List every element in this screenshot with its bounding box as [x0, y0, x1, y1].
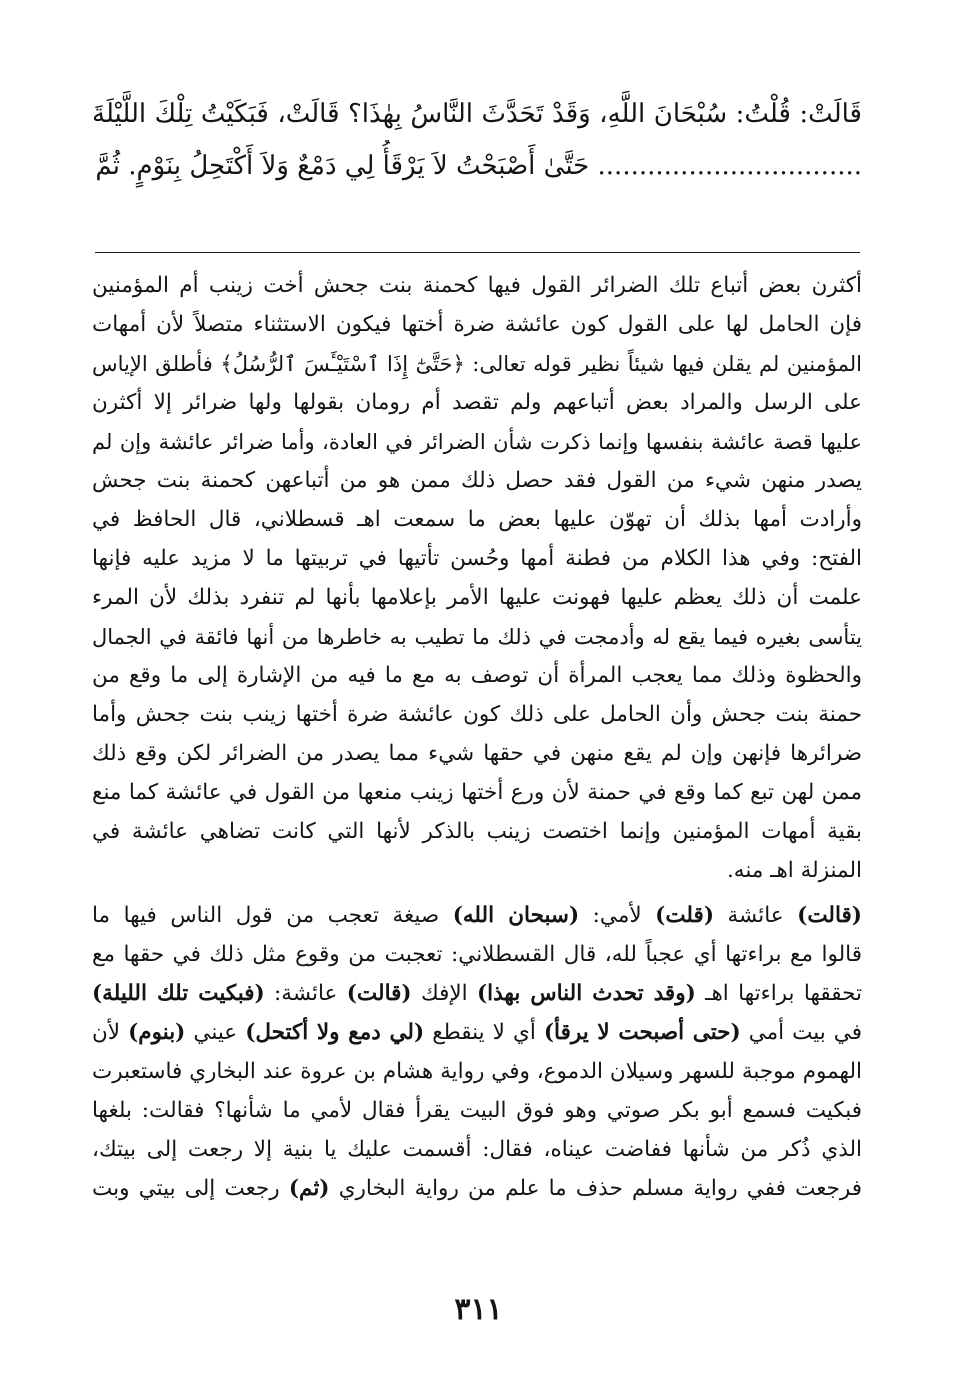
commentary-text: في بيت أمي	[740, 1020, 862, 1045]
footnote-line-11: والحظوة وذلك مما يعجب المرأة أن توصف به مع ما فيه من الإشارة إلى ما وقع من	[92, 663, 862, 688]
footnote-divider	[95, 252, 860, 253]
commentary-line-5	[92, 1053, 862, 1091]
hadith-line-2	[92, 140, 862, 192]
commentary-term: (حتى أصبحت لا يرقأ)	[543, 1020, 741, 1045]
commentary-line-4	[92, 1014, 862, 1052]
footnote-line-2: فإن الحامل لها على القول كون عائشة ضرة أختها فيكون الاستثناء متصلاً لأن أمهات	[92, 312, 862, 337]
footnote-line-5: عليها قصة عائشة بنفسها وإنما ذكرت شأن الضرائر في العادة، وأما ضرائر عائشة وإن لم	[92, 430, 862, 454]
commentary-text: فبكيت فسمع أبو بكر صوتي وهو فوق البيت يقرأ فقال لأمي ما شأنها؟ فقالت: بلغها	[92, 1098, 862, 1123]
commentary-term: (قالت)	[346, 981, 412, 1006]
footnote-line-7: وأرادت أمها بذلك أن تهوّن عليها بعض ما سمعت اهـ قسطلاني، قال الحافظ في	[92, 507, 862, 532]
footnote-line-3: المؤمنين لم يقلن فيها شيئاً نظير قوله تعالى: ﴿حَتَّىٰٓ إِذَا ٱسْتَيْـَٔسَ ٱلرُّسُلُ﴾ فأطلق الإياس	[92, 352, 862, 376]
hadith-line-1: قَالَتْ: قُلْتُ: سُبْحَانَ اللَّهِ، وَقَدْ تَحَدَّثَ النَّاسُ بِهٰذَا؟ قَالَتْ، فَبَكَيْتُ تِلْكَ اللَّيْلَةَ	[92, 99, 862, 129]
hadith-continuation-dots: ................................	[597, 151, 862, 181]
commentary-text: رجعت إلى بيتي وبت	[92, 1176, 289, 1201]
commentary-line-2	[92, 936, 862, 974]
footnote-line-9: علمت أن ذلك يعظم عليها فهونت عليها الأمر بإعلامها بأنها لم تنفرد بذلك لأن المرء	[92, 585, 862, 610]
footnote-line-12: حمنة بنت جحش وأن الحامل على ذلك كون عائشة ضرة أختها زينب بنت جحش وأما	[92, 702, 862, 727]
footnote-line-8: الفتح: وفي هذا الكلام من فطنة أمها وحُسن تأتيها في تربيتها ما لا مزيد عليه فإنها	[92, 546, 862, 571]
commentary-term: (قالت)	[797, 903, 862, 928]
commentary-text: لأن	[92, 1020, 129, 1045]
footnote-line-10: يتأسى بغيره فيما يقع له وأدمجت في ذلك ما تطيب به خاطرها من أنها فائقة في الجمال	[92, 625, 862, 649]
footnote-line-16: المنزلة اهـ منه.	[726, 858, 862, 883]
commentary-term: (قلت)	[655, 903, 714, 928]
footnote-line-6: يصدر منهن شيء من القول فقد حصل ذلك ممن هو من أتباعهن كحمنة بنت جحش	[92, 468, 862, 493]
commentary-term: (بنوم)	[128, 1020, 186, 1045]
commentary-text: عائشة:	[264, 981, 347, 1006]
page-number: ٣١١	[454, 1292, 503, 1327]
commentary-text: عائشة	[714, 903, 798, 928]
commentary-term: (وقد تحدث الناس بهذا)	[477, 981, 696, 1006]
commentary-text: لأمي:	[579, 903, 656, 928]
commentary-line-8	[92, 1170, 862, 1208]
commentary-text: الإفك	[411, 981, 477, 1006]
footnote-line-15: بقية أمهات المؤمنين وإنما اختصت زينب بالذكر لأنها التي كانت تضاهي عائشة في	[92, 819, 862, 844]
commentary-line-6	[92, 1092, 862, 1130]
commentary-text: فرجعت ففي رواية مسلم حذف ما علم من رواية البخاري	[329, 1176, 862, 1201]
commentary-text: تحققها براءتها اهـ	[695, 981, 862, 1006]
footnote-line-13: ضرائرها فإنهن وإن لم يقع منهن في حقها شيء مما يصدر من الضرائر لكن وقع ذلك	[92, 741, 862, 766]
commentary-text: أي لا ينقطع	[424, 1020, 544, 1045]
commentary-line-1	[92, 897, 862, 935]
commentary-text: عيني	[185, 1020, 246, 1045]
commentary-term: (سبحان الله)	[452, 903, 580, 928]
footnote-line-1: أكثرن بعض أتباع تلك الضرائر القول فيها كحمنة بنت جحش أخت زينب أم المؤمنين	[92, 273, 862, 298]
commentary-text: الهموم موجبة للسهر وسيلان الدموع، وفي رواية هشام بن عروة عند البخاري فاستعبرت	[92, 1059, 862, 1084]
commentary-term: (لي دمع ولا أكتحل)	[245, 1020, 425, 1045]
footnote-line-4: على الرسل والمراد بعض أتباعهم ولم تقصد أم رومان بقولها ولها ضرائر إلا أكثرن	[92, 390, 862, 415]
commentary-line-7	[92, 1131, 862, 1169]
footnote-line-14: ممن لهن تبع كما وقع في حمنة لأن ورع أختها زينب منعها من القول في عائشة كما منع	[92, 780, 862, 805]
commentary-text: قالوا مع براءتها أي عجباً لله، قال القسطلاني: تعجبت من وقوع مثل ذلك في حقها مع	[92, 942, 862, 967]
commentary-term: (ثم)	[288, 1176, 330, 1201]
commentary-line-3	[92, 975, 862, 1013]
commentary-text: الذي ذُكر من شأنها ففاضت عيناه، فقال: أقسمت عليك يا بنية إلا رجعت إلى بيتك،	[92, 1137, 862, 1162]
commentary-term: (فبكيت تلك الليلة)	[92, 981, 265, 1006]
hadith-line-2-text: حَتَّىٰ أَصْبَحْتُ لاَ يَرْقَأُ لِي دَمْعٌ وَلاَ أَكْتَحِلُ بِنَوْمٍ. ثُمَّ	[95, 151, 590, 181]
commentary-text: صيغة تعجب من قول الناس فيها ما	[92, 903, 453, 928]
